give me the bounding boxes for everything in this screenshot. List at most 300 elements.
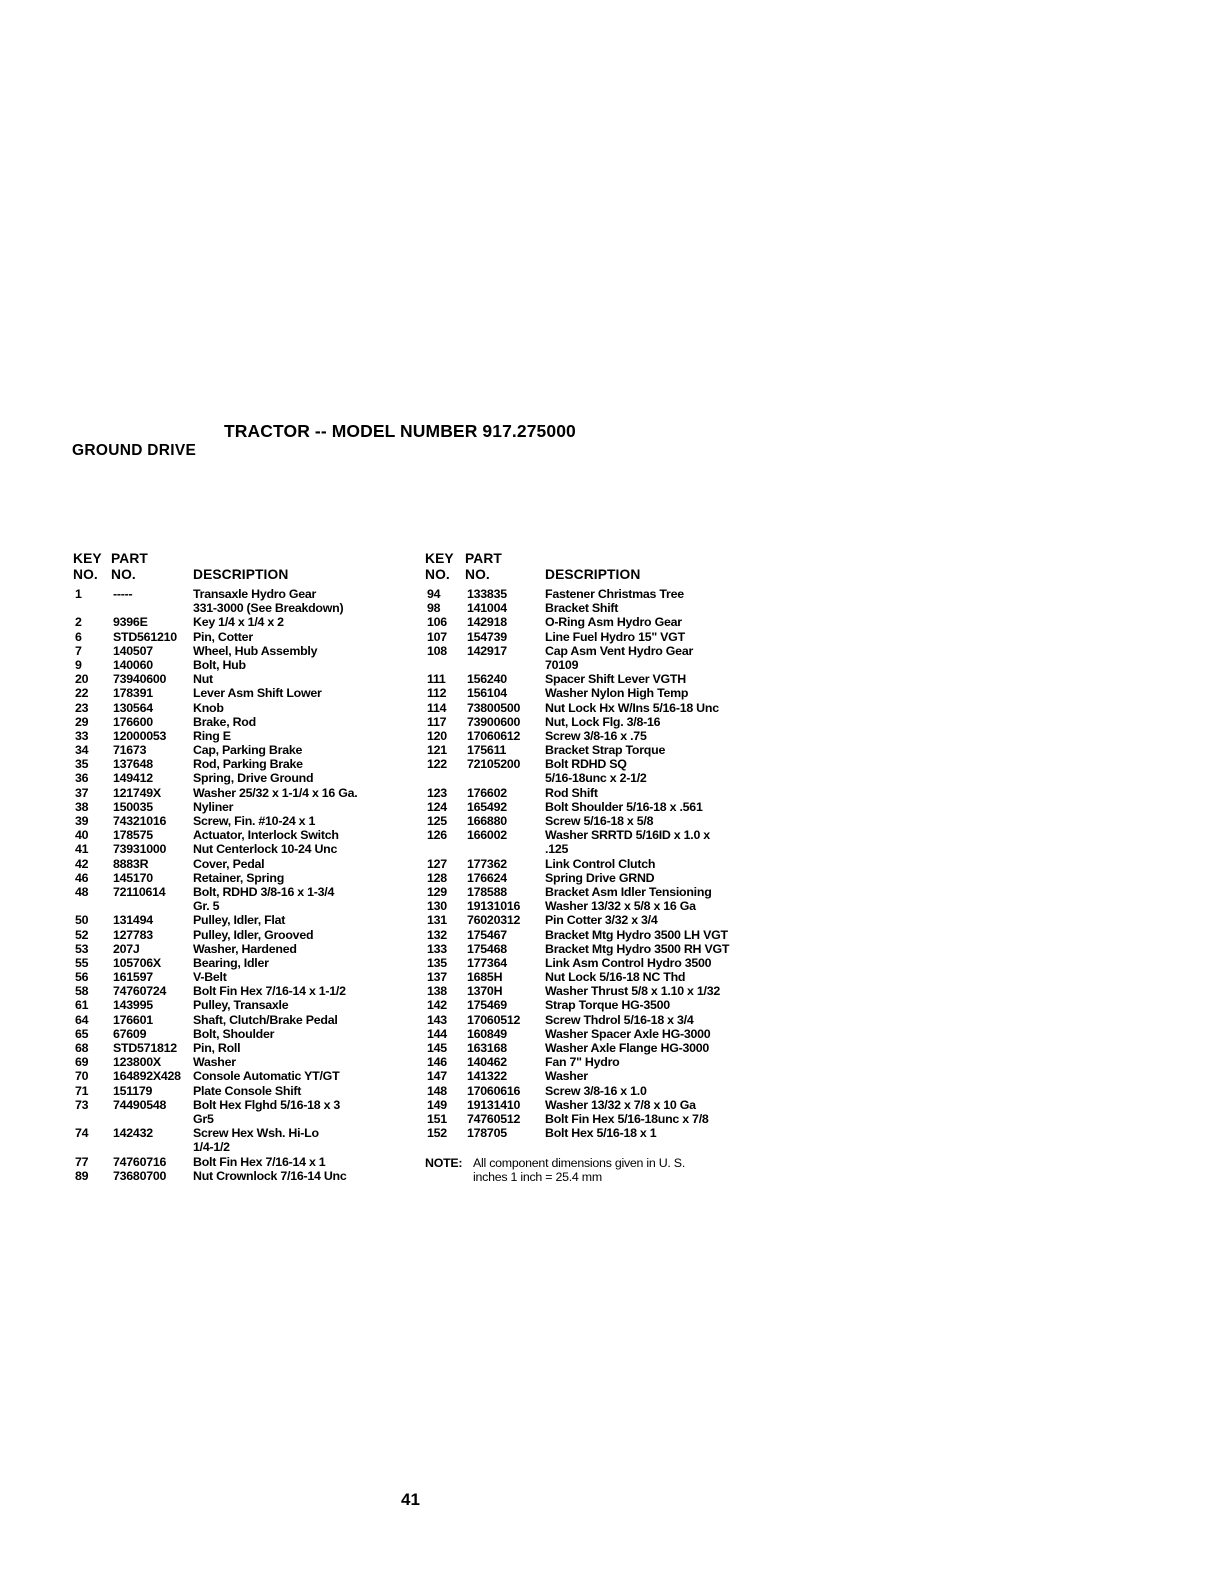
part-no: 176601 [113,1012,153,1027]
part-description: Bolt, Hub [193,657,246,672]
key-no: 123 [427,785,447,800]
part-no: 72110614 [113,884,166,899]
part-description: Washer 13/32 x 7/8 x 10 Ga [545,1097,696,1112]
part-description: Washer 13/32 x 5/8 x 16 Ga [545,899,696,914]
parts-row [73,1098,403,1112]
part-no: 161597 [113,970,153,985]
part-description: Nyliner [193,799,234,814]
part-description: Bracket Asm Idler Tensioning [545,884,712,899]
key-no: 89 [75,1168,89,1183]
parts-row [73,771,403,785]
parts-row [73,1169,403,1183]
key-no: 77 [75,1154,89,1169]
page-number: 41 [401,1490,420,1509]
parts-header-right [425,552,770,584]
part-no: 164892X428 [113,1069,181,1084]
part-no: 73900600 [467,714,521,729]
part-description: Screw 3/8-16 x 1.0 [545,1083,647,1098]
part-no: 141004 [467,601,507,616]
part-description: Pin, Cotter [193,629,253,644]
part-no: STD571812 [113,1041,177,1055]
part-description: Plate Console Shift [193,1083,302,1098]
part-no: 17060616 [467,1083,521,1098]
parts-row [73,800,403,814]
key-no: 37 [75,785,89,800]
key-no: 145 [427,1041,447,1055]
key-no: 129 [427,884,447,899]
part-no: 73931000 [113,842,167,857]
parts-row [425,1084,770,1098]
parts-row [425,729,770,743]
part-no-header: NO. [111,567,136,582]
key-no: 112 [427,686,447,701]
part-description: Transaxle Hydro Gear [193,587,317,601]
parts-row [73,743,403,757]
parts-row [425,757,770,771]
key-no: 68 [75,1041,89,1055]
part-no: 142432 [113,1126,153,1141]
part-description: Rod, Parking Brake [193,757,303,772]
key-no: 108 [427,643,447,658]
part-description: Pin Cotter 3/32 x 3/4 [545,913,658,928]
part-description: Washer Axle Flange HG-3000 [545,1041,710,1055]
parts-row [73,729,403,743]
parts-row [73,842,403,856]
description-header: DESCRIPTION [545,567,641,582]
part-description: Bolt Fin Hex 7/16-14 x 1 [193,1154,326,1169]
part-description: Nut Lock Hx W/Ins 5/16-18 Unc [545,700,719,715]
key-no: 64 [75,1012,89,1027]
part-no: 8883R [113,856,149,871]
key-no: 56 [75,970,89,985]
parts-rows-left [73,587,403,1183]
part-description: Rod Shift [545,785,598,800]
key-no: 137 [427,970,447,985]
parts-row [425,644,770,658]
part-no: 175468 [467,941,507,956]
part-no: 175467 [467,927,507,942]
part-description: 1/4-1/2 [193,1140,230,1155]
parts-row [73,1140,403,1154]
parts-row [425,587,770,601]
key-no: 131 [427,913,447,928]
parts-row [73,857,403,871]
parts-row [425,998,770,1012]
key-no: 120 [427,728,447,743]
parts-row [73,1069,403,1083]
parts-row [73,1041,403,1055]
key-no: 73 [75,1097,89,1112]
part-no: 131494 [113,913,153,928]
part-no: 207J [113,941,140,956]
part-description: Screw, Fin. #10-24 x 1 [193,814,316,828]
parts-row [425,1112,770,1126]
parts-row [425,970,770,984]
part-no: 178391 [113,686,153,701]
part-description: 331-3000 (See Breakdown) [193,601,344,616]
parts-row [425,615,770,629]
key-no: 148 [427,1083,447,1098]
parts-row [73,984,403,998]
part-no-header: NO. [465,567,490,582]
key-no-header: KEY [425,551,454,566]
part-no-header: PART [111,551,148,566]
part-no: 166880 [467,814,507,828]
parts-row [73,757,403,771]
part-description: Washer 25/32 x 1-1/4 x 16 Ga. [193,785,358,800]
key-no: 94 [427,587,441,601]
note-text: All component dimensions given in U. S. [473,1156,686,1171]
parts-row [73,885,403,899]
part-description: Screw Thdrol 5/16-18 x 3/4 [545,1012,694,1027]
key-no: 126 [427,828,447,843]
parts-row [425,842,770,856]
part-description: Shaft, Clutch/Brake Pedal [193,1012,338,1027]
key-no: 34 [75,743,89,758]
part-no: 67609 [113,1026,147,1041]
parts-row [73,1126,403,1140]
part-no: 154739 [467,629,507,644]
parts-row [425,658,770,672]
part-no: ----- [113,587,133,601]
parts-row [73,786,403,800]
part-no: 176602 [467,785,507,800]
part-description: Bracket Strap Torque [545,743,666,758]
parts-row [73,998,403,1012]
part-no: 150035 [113,799,153,814]
key-no: 29 [75,714,89,729]
section-title: GROUND DRIVE [72,442,197,459]
part-description: Actuator, Interlock Switch [193,828,339,843]
part-description: .125 [545,842,569,857]
part-no: 176600 [113,714,153,729]
part-description: Nut Crownlock 7/16-14 Unc [193,1168,347,1183]
key-no: 128 [427,870,447,885]
key-no: 41 [75,842,89,857]
part-no: 178705 [467,1126,507,1141]
key-no: 151 [427,1111,447,1126]
part-no: 1685H [467,970,503,985]
part-description: Knob [193,700,224,715]
parts-row [73,644,403,658]
parts-row [425,800,770,814]
parts-row [73,970,403,984]
parts-row [73,1027,403,1041]
key-no: 152 [427,1126,447,1141]
parts-row [425,1013,770,1027]
parts-row [425,786,770,800]
part-no: 1370H [467,984,503,999]
key-no: 65 [75,1026,89,1041]
part-description: 70109 [545,657,579,672]
part-no: 74760724 [113,984,167,999]
key-no: 9 [75,657,82,672]
part-description: Lever Asm Shift Lower [193,686,322,701]
part-no: 12000053 [113,728,167,743]
key-no: 20 [75,672,89,687]
parts-row [73,615,403,629]
part-no-header: PART [465,551,502,566]
parts-row [73,928,403,942]
part-no: 74760716 [113,1154,167,1169]
parts-rows-right [425,587,770,1140]
part-description: Bolt Fin Hex 7/16-14 x 1-1/2 [193,984,346,999]
parts-row [425,1098,770,1112]
parts-row [425,701,770,715]
parts-row [73,630,403,644]
part-no: 73680700 [113,1168,167,1183]
part-description: Nut Lock 5/16-18 NC Thd [545,970,686,985]
parts-row [73,814,403,828]
part-description: Pin, Roll [193,1041,241,1055]
parts-row [73,1155,403,1169]
page-title: TRACTOR -- MODEL NUMBER 917.275000 [224,421,576,441]
key-no: 40 [75,828,89,843]
parts-row [425,928,770,942]
parts-row [425,1055,770,1069]
parts-row [73,701,403,715]
part-no: 74490548 [113,1097,167,1112]
key-no: 143 [427,1012,447,1027]
key-no: 144 [427,1026,447,1041]
part-description: Spring Drive GRND [545,870,655,885]
key-no: 23 [75,700,89,715]
key-no: 46 [75,870,89,885]
key-no: 138 [427,984,447,999]
key-no: 6 [75,629,82,644]
key-no: 42 [75,856,89,871]
key-no-header: NO. [425,567,450,582]
parts-row [425,956,770,970]
key-no: 114 [427,700,447,715]
parts-row [73,828,403,842]
key-no: 149 [427,1097,447,1112]
key-no: 133 [427,941,447,956]
part-description: 5/16-18unc x 2-1/2 [545,771,647,786]
parts-list-left [73,552,403,1183]
key-no: 7 [75,643,82,658]
part-description: Washer Thrust 5/8 x 1.10 x 1/32 [545,984,720,999]
part-description: V-Belt [193,970,227,985]
key-no: 48 [75,884,89,899]
part-no: 166002 [467,828,507,843]
part-no: 123800X [113,1055,161,1070]
key-no: 53 [75,941,89,956]
parts-row [73,871,403,885]
part-no: 105706X [113,955,161,970]
key-no: 124 [427,799,447,814]
note-label: NOTE: [425,1156,463,1171]
part-description: Bracket Mtg Hydro 3500 LH VGT [545,927,728,942]
part-no: 127783 [113,927,153,942]
part-description: Link Asm Control Hydro 3500 [545,955,712,970]
part-no: 175611 [467,743,507,758]
parts-header-left [73,552,403,584]
part-no: 142918 [467,615,507,630]
key-no: 50 [75,913,89,928]
key-no: 69 [75,1055,89,1070]
parts-row [425,1069,770,1083]
part-description: Bracket Shift [545,601,619,616]
key-no: 142 [427,998,447,1013]
part-description: Washer, Hardened [193,941,297,956]
parts-row [425,771,770,785]
part-description: Brake, Rod [193,714,256,729]
part-no: 156240 [467,672,507,687]
part-description: Key 1/4 x 1/4 x 2 [193,615,284,630]
key-no: 36 [75,771,89,786]
part-description: Washer [545,1069,588,1084]
parts-row [425,942,770,956]
parts-row [73,899,403,913]
parts-row [73,587,403,601]
part-no: 73940600 [113,672,167,687]
part-no: 140507 [113,643,153,658]
parts-row [425,743,770,757]
key-no: 146 [427,1055,447,1070]
key-no: 106 [427,615,447,630]
part-description: Strap Torque HG-3500 [545,998,670,1013]
part-description: Nut, Lock Flg. 3/8-16 [545,714,661,729]
part-no: 178575 [113,828,153,843]
part-description: Nut Centerlock 10-24 Unc [193,842,338,857]
part-description: Gr. 5 [193,899,220,914]
part-no: 160849 [467,1026,507,1041]
key-no: 39 [75,814,89,828]
part-no: 177362 [467,856,507,871]
part-description: Nut [193,672,213,687]
key-no: 52 [75,927,89,942]
key-no: 35 [75,757,89,772]
parts-row [73,658,403,672]
parts-row [425,1027,770,1041]
part-no: 72105200 [467,757,521,772]
part-no: 71673 [113,743,147,758]
part-description: Spacer Shift Lever VGTH [545,672,686,687]
key-no: 125 [427,814,447,828]
part-no: 140060 [113,657,153,672]
part-no: 145170 [113,870,153,885]
parts-row [73,601,403,615]
part-description: Pulley, Idler, Flat [193,913,286,928]
part-description: Washer SRRTD 5/16ID x 1.0 x [545,828,710,843]
parts-row [425,899,770,913]
part-no: 149412 [113,771,153,786]
key-no: 122 [427,757,447,772]
part-no: 76020312 [467,913,521,928]
parts-row [425,814,770,828]
part-no: 177364 [467,955,507,970]
part-description: Spring, Drive Ground [193,771,314,786]
parts-row [73,956,403,970]
part-no: 17060512 [467,1012,521,1027]
part-no: 142917 [467,643,507,658]
part-description: Washer [193,1055,236,1070]
part-no: 19131016 [467,899,521,914]
note-text: inches 1 inch = 25.4 mm [473,1170,602,1185]
part-description: Cap Asm Vent Hydro Gear [545,643,694,658]
key-no: 111 [427,672,446,687]
key-no: 70 [75,1069,89,1084]
parts-row [425,984,770,998]
part-description: Console Automatic YT/GT [193,1069,340,1084]
part-no: 73800500 [467,700,521,715]
part-no: 74321016 [113,814,167,828]
part-no: 140462 [467,1055,507,1070]
parts-row [425,630,770,644]
part-description: Bolt RDHD SQ [545,757,627,772]
part-description: Ring E [193,728,231,743]
part-description: Gr5 [193,1111,214,1126]
key-no: 98 [427,601,441,616]
parts-row [425,672,770,686]
part-no: 176624 [467,870,507,885]
part-no: 178588 [467,884,507,899]
part-no: 156104 [467,686,507,701]
part-no: 74760512 [467,1111,521,1126]
key-no: 121 [427,743,447,758]
parts-row [73,686,403,700]
part-description: Bearing, Idler [193,955,269,970]
part-no: 175469 [467,998,507,1013]
parts-row [425,871,770,885]
key-no: 2 [75,615,82,630]
part-description: Wheel, Hub Assembly [193,643,318,658]
part-no: 137648 [113,757,153,772]
parts-row [73,1084,403,1098]
part-no: 121749X [113,785,161,800]
parts-row [425,601,770,615]
key-no: 71 [75,1083,89,1098]
parts-row [425,1041,770,1055]
part-no: 130564 [113,700,153,715]
key-no: 132 [427,927,447,942]
part-description: Screw 3/8-16 x .75 [545,728,647,743]
part-description: Bolt Shoulder 5/16-18 x .561 [545,799,703,814]
part-description: Retainer, Spring [193,870,285,885]
parts-row [425,1126,770,1140]
key-no: 55 [75,955,89,970]
parts-row [425,715,770,729]
part-no: STD561210 [113,629,177,644]
part-description: Cap, Parking Brake [193,743,303,758]
key-no: 61 [75,998,89,1013]
parts-row [425,686,770,700]
part-description: Washer Nylon High Temp [545,686,689,701]
parts-row [73,1055,403,1069]
key-no: 147 [427,1069,447,1084]
part-description: Fastener Christmas Tree [545,587,684,601]
description-header: DESCRIPTION [193,567,289,582]
part-description: Link Control Clutch [545,856,656,871]
parts-row [73,1112,403,1126]
part-no: 17060612 [467,728,521,743]
parts-list-right [425,551,770,1185]
key-no: 135 [427,955,447,970]
parts-row [73,1013,403,1027]
part-no: 9396E [113,615,148,630]
part-description: Bolt Hex 5/16-18 x 1 [545,1126,657,1141]
key-no-header: NO. [73,567,98,582]
part-description: Washer Spacer Axle HG-3000 [545,1026,711,1041]
key-no: 22 [75,686,89,701]
part-description: Screw 5/16-18 x 5/8 [545,814,654,828]
key-no: 74 [75,1126,89,1141]
key-no: 127 [427,856,447,871]
key-no: 130 [427,899,447,914]
key-no: 107 [427,629,447,644]
part-no: 143995 [113,998,153,1013]
